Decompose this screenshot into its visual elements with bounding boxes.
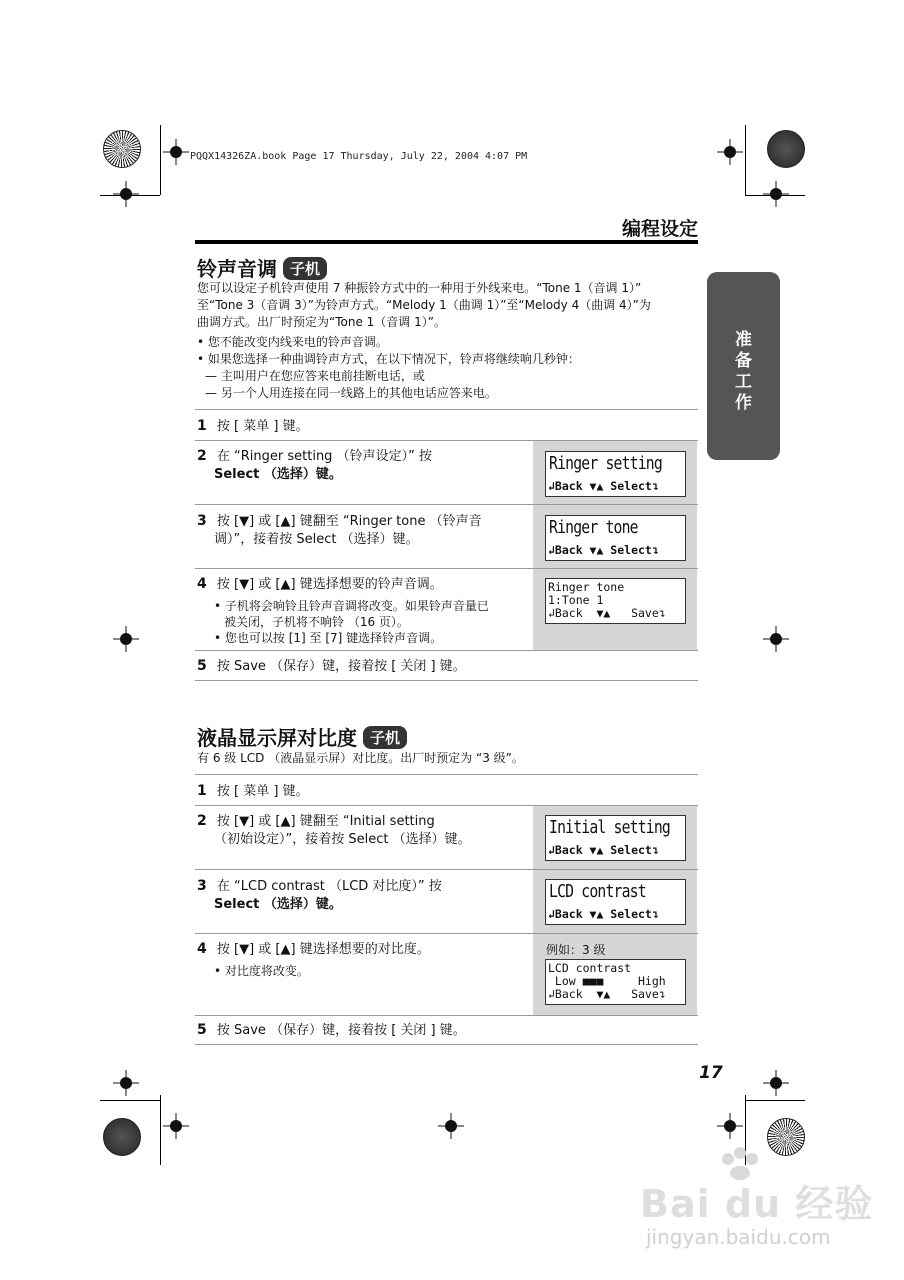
step [197, 782, 309, 801]
step-number: 4 [197, 941, 207, 957]
note-bullet: — 主叫用户在您应答来电前挂断电话，或 [205, 369, 425, 383]
step-text: 调）”，接着按 Select （选择）键。 [214, 532, 419, 547]
step [197, 447, 527, 484]
step-number: 5 [197, 658, 207, 674]
step-number: 1 [197, 783, 207, 799]
section1-intro [197, 280, 697, 331]
side-tab-char: 备 [735, 351, 752, 371]
lcd-display [545, 879, 686, 925]
registration-crosshair-icon [717, 1113, 743, 1139]
lcd-line: Ringer tone [549, 517, 638, 538]
step-text: 按 Save （保存）键，接着按 [ 关闭 ] 键。 [216, 659, 466, 674]
note-bullet: • 您不能改变内线来电的铃声音调。 [197, 335, 388, 349]
registration-sunburst-icon [767, 130, 805, 168]
lcd-line: LCD contrast [549, 881, 646, 902]
lcd-display [545, 959, 686, 1005]
registration-crosshair-icon [438, 1113, 464, 1139]
step-note: • 对比度将改变。 [214, 964, 309, 978]
intro-line: 曲调方式。出厂时预定为“Tone 1（音调 1）”。 [197, 315, 446, 329]
step-text: Select （选择）键。 [214, 897, 342, 912]
registration-crosshair-icon [163, 1113, 189, 1139]
step [197, 417, 309, 436]
step-text: 按 [▼] 或 [▲] 键选择想要的铃声音调。 [216, 577, 443, 592]
step [197, 812, 531, 849]
section2-title-text: 液晶显示屏对比度 [197, 726, 357, 750]
section2-intro: 有 6 级 LCD （液晶显示屏）对比度。出厂时预定为 “3 级”。 [197, 751, 524, 765]
step-number: 2 [197, 448, 207, 464]
lcd-line: Ringer tone [548, 580, 625, 594]
step-text: Select （选择）键。 [214, 467, 342, 482]
step-note: • 子机将会响铃且铃声音调将改变。如果铃声音量已 [214, 599, 489, 613]
page-title: 编程设定 [621, 218, 698, 240]
step [197, 512, 531, 549]
lcd-line: LCD contrast [548, 961, 632, 975]
lcd-softkeys: ↲Back ▼▲ Save↴ [548, 987, 666, 1001]
side-tab-char: 工 [735, 372, 752, 392]
handset-badge: 子机 [363, 726, 407, 749]
side-tab [707, 272, 780, 460]
lcd-line: 1:Tone 1 [548, 593, 604, 607]
step [197, 575, 531, 646]
section1-title [197, 253, 327, 282]
step-number: 2 [197, 813, 207, 829]
title-rule [195, 240, 698, 244]
step-text: 按 [ 菜单 ] 键。 [216, 419, 309, 434]
lcd-display [545, 578, 686, 624]
lcd-display [545, 815, 686, 861]
section1-title-text: 铃声音调 [197, 257, 277, 281]
lcd-softkeys: ↲Back ▼▲ Select↴ [548, 843, 659, 857]
page-number: 17 [699, 1063, 723, 1083]
step-number: 3 [197, 878, 207, 894]
registration-crosshair-icon [113, 1070, 139, 1096]
lcd-softkeys: ↲Back ▼▲ Select↴ [548, 479, 659, 493]
step [197, 940, 531, 979]
step-number: 1 [197, 418, 207, 434]
file-header: PQQX14326ZA.book Page 17 Thursday, July 22, 2004 4:07 PM [190, 151, 528, 162]
watermark-url: jingyan.baidu.com [646, 1225, 831, 1249]
lcd-line: Ringer setting [549, 453, 662, 474]
step-number: 5 [197, 1022, 207, 1038]
step-text: 按 [▼] 或 [▲] 键选择想要的对比度。 [216, 942, 430, 957]
step-text: 按 [ 菜单 ] 键。 [216, 784, 309, 799]
step-note: 被关闭，子机将不响铃 （16 页）。 [224, 615, 409, 629]
step [197, 877, 527, 914]
lcd-display [545, 451, 686, 497]
registration-crosshair-icon [113, 181, 139, 207]
registration-sunburst-icon [103, 130, 141, 168]
note-bullet: • 如果您选择一种曲调铃声方式，在以下情况下，铃声将继续响几秒钟： [197, 352, 580, 366]
watermark-brand: Bai du 经验 [640, 1182, 874, 1226]
step-text: 在 “LCD contrast （LCD 对比度）” 按 [216, 879, 442, 894]
step-number: 3 [197, 513, 207, 529]
side-tab-char: 准 [735, 330, 752, 350]
step [197, 657, 466, 676]
step-note: • 您也可以按 [1] 至 [7] 键选择铃声音调。 [214, 631, 443, 645]
intro-line: 您可以设定子机铃声使用 7 种振铃方式中的一种用于外线来电。“Tone 1（音调 1）” [197, 281, 642, 295]
lcd-softkeys: ↲Back ▼▲ Select↴ [548, 907, 659, 921]
lcd-softkeys: ↲Back ▼▲ Select↴ [548, 543, 659, 557]
registration-crosshair-icon [113, 626, 139, 652]
section1-notes [197, 334, 697, 402]
note-bullet: — 另一个人用连接在同一线路上的其他电话应答来电。 [205, 386, 497, 400]
lcd-softkeys: ↲Back ▼▲ Save↴ [548, 606, 666, 620]
step [197, 1021, 466, 1040]
step-text: 按 [▼] 或 [▲] 键翻至 “Ringer tone （铃声音 [216, 514, 482, 529]
registration-crosshair-icon [763, 626, 789, 652]
section2-title [197, 722, 407, 751]
lcd-display [545, 515, 686, 561]
handset-badge: 子机 [283, 257, 327, 280]
example-label: 例如：3 级 [546, 943, 606, 957]
intro-line: 至“Tone 3（音调 3）”为铃声方式。“Melody 1（曲调 1）”至“Melody 4（曲调 4）”为 [197, 298, 651, 312]
side-tab-char: 作 [735, 393, 752, 413]
registration-crosshair-icon [763, 181, 789, 207]
registration-sunburst-icon [103, 1118, 141, 1156]
registration-sunburst-icon [767, 1118, 805, 1156]
registration-crosshair-icon [763, 1070, 789, 1096]
step-text: 按 [▼] 或 [▲] 键翻至 “Initial setting [216, 814, 435, 829]
lcd-line: Low ■■■ High [548, 974, 666, 988]
step-text: 按 Save （保存）键，接着按 [ 关闭 ] 键。 [216, 1023, 466, 1038]
lcd-line: Initial setting [549, 817, 671, 838]
registration-crosshair-icon [163, 139, 189, 165]
registration-crosshair-icon [717, 139, 743, 165]
step-text: （初始设定）”，接着按 Select （选择）键。 [214, 832, 471, 847]
step-text: 在 “Ringer setting （铃声设定）” 按 [216, 449, 432, 464]
step-number: 4 [197, 576, 207, 592]
